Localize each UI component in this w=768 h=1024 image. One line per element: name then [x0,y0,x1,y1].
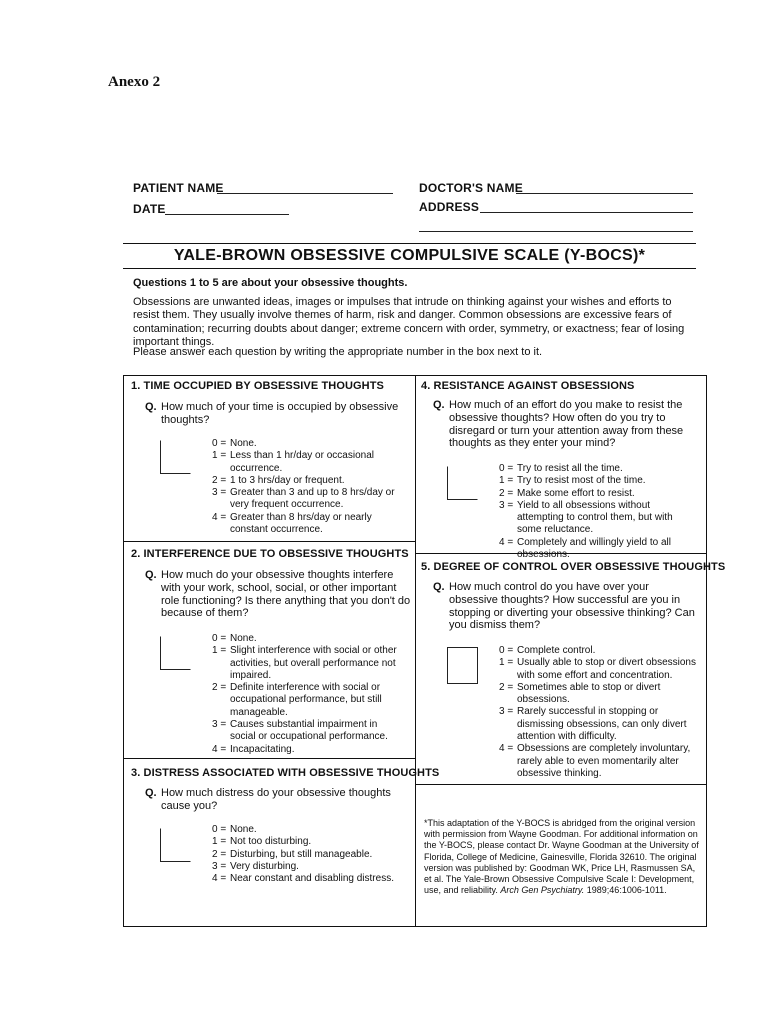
date-field[interactable] [165,214,289,215]
option: 4 = Incapacitating. [212,743,295,755]
title-rule-top [123,243,696,244]
question-2-answer-box[interactable] [160,636,191,670]
option: 4 = Completely and willingly yield to all obsessions. [499,536,671,561]
question-3-text: Q. How much distress do your obsessive thoughts cause you? [145,787,391,812]
option: 4 = Obsessions are completely involuntary, rarely able to even momentarily alter obsessive thinking. [499,743,691,779]
grid-divider-left-2 [123,758,415,759]
title-rule-bottom [123,268,696,269]
option: 2 = Disturbing, but still manageable. [212,848,373,860]
question-label: Q. [433,399,445,411]
question-2-text: Q. How much do your obsessive thoughts interfere with your work, school, social, or other important role functioning? Is there anything that you don't do because of them? [145,569,411,620]
question-label: Q. [145,787,157,799]
question-label: Q. [145,569,157,581]
option: 2 = Definite interference with social or occupational performance, but still manageable. [212,682,382,718]
question-3-heading: 3. DISTRESS ASSOCIATED WITH OBSESSIVE THOUGHTS [131,767,440,779]
footnote-citation: 1989;46:1006-1011. [586,885,667,896]
scale-title: YALE-BROWN OBSESSIVE COMPULSIVE SCALE (Y-BOCS)* [173,247,646,264]
question-5-answer-box[interactable] [447,647,478,684]
option: 2 = 1 to 3 hrs/day or frequent. [212,474,345,486]
question-4-text: Q. How much of an effort do you make to resist the obsessive thoughts? How often do you try to disregard or turn your attention away from these thoughts as they enter your mind? [433,399,684,450]
option: 0 = None. [212,824,257,835]
option: 3 = Rarely successful in stopping or dismissing obsessions, can only divert attention with difficulty. [499,706,687,743]
doctor-name-label: DOCTOR'S NAME [419,181,523,195]
option: 0 = Try to resist all the time. [499,463,623,474]
address-label: ADDRESS [419,200,480,214]
footnote-text: *This adaptation of the Y-BOCS is abridged from the original version with permission from Wayne Goodman. For additional information on the Y-BOCS, please contact Dr. Wayne Goodman at the University of Florida, College of Medicine, Gainesville, Florida 32610. The original version was published by: Goodman WK, Price LH, Rasmussen SA, et al. The Yale-Brown Obsessive Compulsive Scale I: Development, use, and reliability. [424,818,699,896]
grid-divider-vertical [415,375,416,927]
option: 3 = Very disturbing. [212,860,299,872]
question-1-text: Q. How much of your time is occupied by obsessive thoughts? [145,401,399,426]
patient-name-label: PATIENT NAME [133,181,224,195]
option: 0 = None. [212,633,257,644]
intro-lead: Questions 1 to 5 are about your obsessive thoughts. [133,277,408,289]
option: 1 = Try to resist most of the time. [499,475,646,487]
option: 3 = Greater than 3 and up to 8 hrs/day or very frequent occurrence. [212,487,395,511]
question-label: Q. [433,581,445,593]
question-2-heading: 2. INTERFERENCE DUE TO OBSESSIVE THOUGHTS [131,548,409,560]
grid-divider-left-1 [123,541,415,542]
question-4-answer-box[interactable] [447,466,478,500]
intro-paragraph: Obsessions are unwanted ideas, images or impulses that intrude on thinking against your wishes and efforts to resist them. They usually involve themes of harm, risk and danger. Common obsessions are excessive fears of contamination; recurring doubts about danger; extreme concern with order, symmetry, or exactness; fear of losing important things. [133,296,685,348]
question-1-options [212,438,402,536]
option: 3 = Causes substantial impairment in social or occupational performance. [212,719,388,743]
option: 0 = Complete control. [499,645,596,656]
option: 4 = Near constant and disabling distress. [212,873,394,885]
doctor-name-field[interactable] [516,193,693,194]
annex-label: Anexo 2 [108,74,161,90]
option: 1 = Not too disturbing. [212,836,312,848]
question-3-options [212,824,402,885]
address-field-line-1[interactable] [480,212,693,213]
patient-name-field[interactable] [217,193,393,194]
option: 4 = Greater than 8 hrs/day or nearly constant occurrence. [212,511,372,536]
address-field-line-2[interactable] [419,231,693,232]
footnote-journal: Arch Gen Psychiatry. [500,885,585,896]
option: 1 = Usually able to stop or divert obsessions with some effort and concentration. [499,657,696,681]
question-4-heading: 4. RESISTANCE AGAINST OBSESSIONS [421,380,635,392]
question-5-text: Q. How much control do you have over your obsessive thoughts? How successful are you in stopping or diverting your obsessive thinking? Can you dismiss them? [433,581,695,632]
question-1-heading: 1. TIME OCCUPIED BY OBSESSIVE THOUGHTS [131,380,384,392]
question-2-options [212,633,402,756]
option: 2 = Sometimes able to stop or divert obsessions. [499,681,661,706]
question-label: Q. [145,401,157,413]
footnote [424,818,699,896]
question-3-answer-box[interactable] [160,828,191,862]
grid-divider-right-2 [415,784,707,785]
question-5-heading: 5. DEGREE OF CONTROL OVER OBSESSIVE THOUGHTS [421,561,726,573]
question-5-options [499,645,699,780]
intro-instruction: Please answer each question by writing the appropriate number in the box next to it. [133,346,543,358]
question-4-options [499,463,699,561]
question-1-answer-box[interactable] [160,440,191,474]
option: 0 = None. [212,438,257,449]
option: 3 = Yield to all obsessions without attempting to control them, but with some reluctance. [499,499,673,536]
option: 1 = Slight interference with social or other activities, but overall performance not impaired. [212,645,397,681]
option: 1 = Less than 1 hr/day or occasional occurrence. [212,450,374,474]
option: 2 = Make some effort to resist. [499,487,635,499]
date-label: DATE [133,202,166,216]
